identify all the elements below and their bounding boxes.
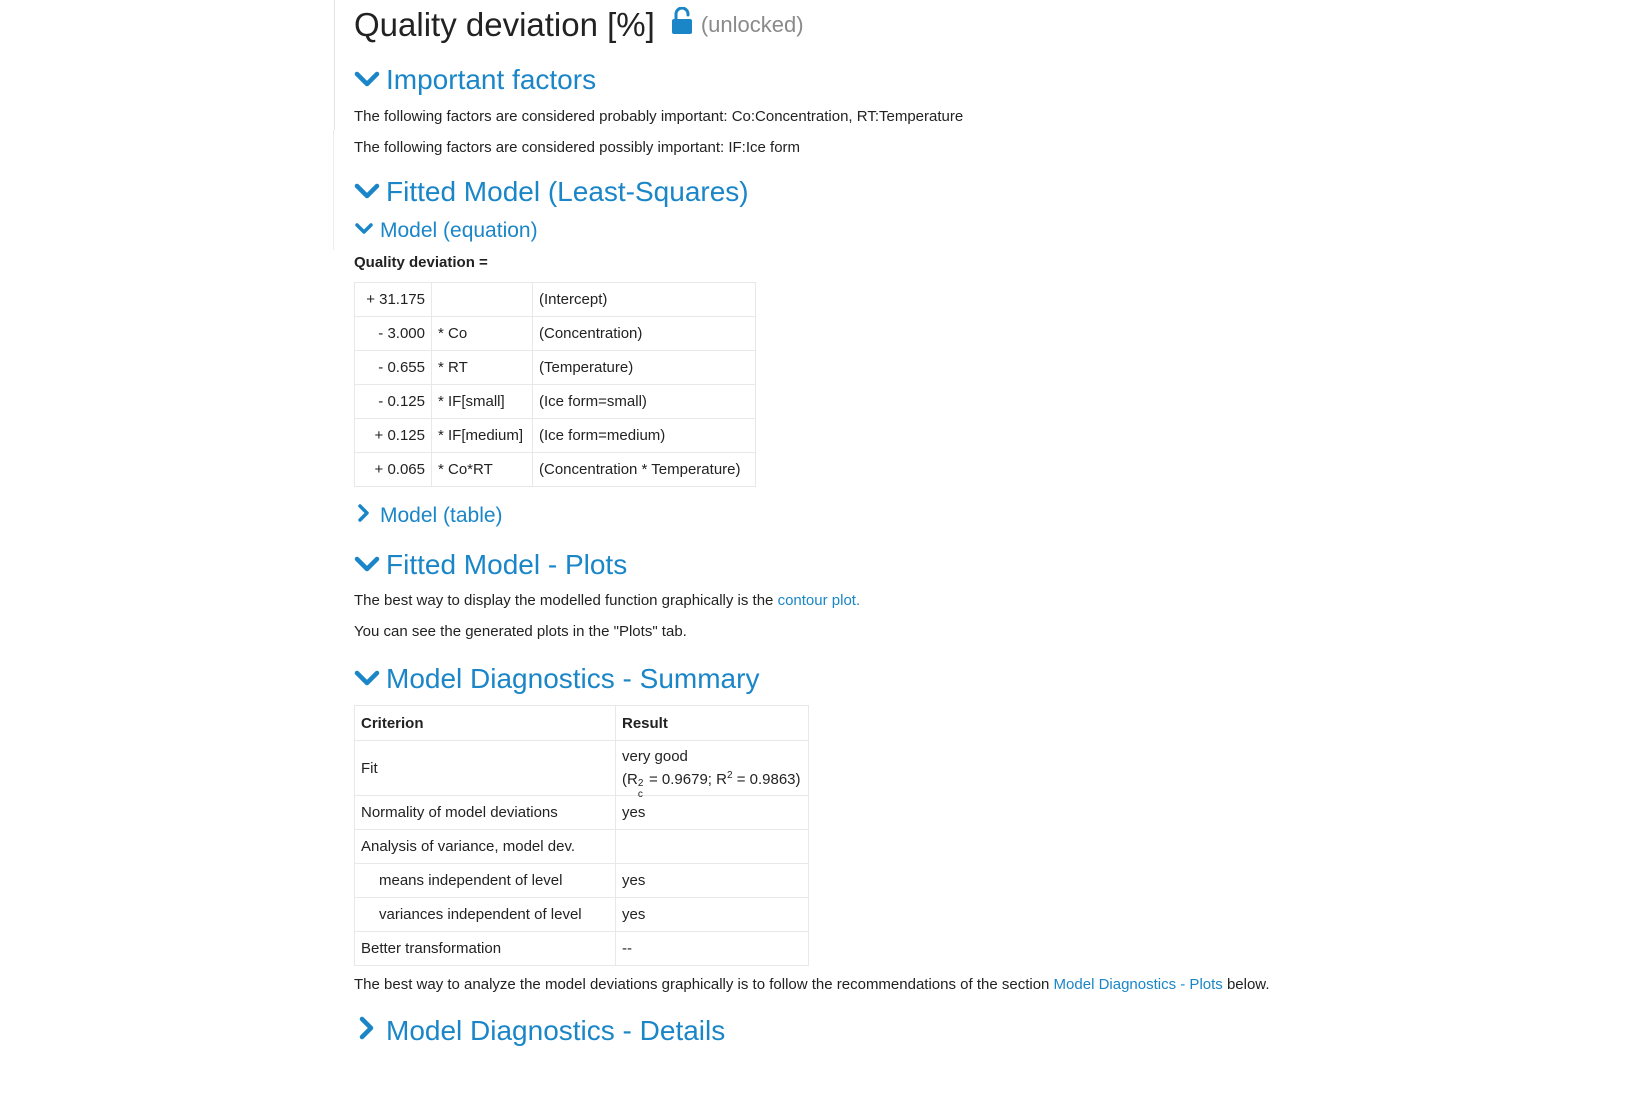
variances-label: variances independent of level: [355, 898, 616, 932]
term-variable: * IF[medium]: [432, 419, 533, 453]
r2c-sub: c: [637, 789, 643, 800]
diagnostics-note: [354, 976, 1634, 993]
page-header: [354, 0, 1634, 50]
plots-text: [354, 592, 1634, 609]
transform-label: Better transformation: [355, 932, 616, 966]
table-header-row: [355, 706, 809, 741]
fit-r2-values: [622, 766, 802, 800]
means-label: means independent of level: [355, 864, 616, 898]
means-result: yes: [616, 864, 809, 898]
section-heading: Fitted Model (Least-Squares): [386, 176, 749, 207]
subsection-heading: Model (equation): [380, 219, 538, 242]
section-important-factors[interactable]: [354, 63, 1634, 97]
possible-factors-text: The following factors are considered possibly important: IF:Ice form: [354, 139, 801, 156]
table-row: [355, 317, 756, 351]
chevron-down-icon: [354, 64, 380, 96]
table-row: [355, 741, 809, 796]
term-description: (Intercept): [533, 283, 756, 317]
chevron-right-icon: [354, 1015, 380, 1047]
chevron-down-icon: [354, 219, 374, 243]
section-model-diagnostics-details[interactable]: [354, 1013, 1634, 1049]
term-variable: * IF[small]: [432, 385, 533, 419]
fit-label: Fit: [355, 741, 616, 796]
term-description: (Concentration * Temperature): [533, 453, 756, 487]
r2c-value: = 0.9679; R: [644, 771, 727, 788]
term-description: (Ice form=medium): [533, 419, 756, 453]
fit-result: [616, 741, 809, 800]
subsection-model-table[interactable]: [354, 502, 1634, 530]
term-variable: * Co: [432, 317, 533, 351]
subsection-model-equation[interactable]: [354, 217, 1634, 245]
normality-result: yes: [616, 796, 809, 830]
table-row: [355, 864, 809, 898]
subsection-heading: Model (table): [380, 504, 503, 527]
term-coefficient: + 31.175: [355, 283, 432, 317]
fit-result-text: very good: [622, 748, 688, 765]
table-row: [355, 932, 809, 966]
term-description: (Concentration): [533, 317, 756, 351]
r2-sup: 2: [726, 770, 733, 781]
page-title: Quality deviation [%]: [354, 6, 655, 43]
plots-tab-text: You can see the generated plots in the "Plots" tab.: [354, 623, 687, 640]
main-content: [354, 0, 1634, 1049]
table-row: [355, 796, 809, 830]
anova-result: [616, 830, 809, 864]
term-variable: [432, 283, 533, 317]
chevron-down-icon: [354, 663, 380, 695]
unlocked-padlock-icon[interactable]: [671, 7, 693, 40]
r2c-prefix: (R: [622, 771, 638, 788]
term-variable: * Co*RT: [432, 453, 533, 487]
transform-result: --: [616, 932, 809, 966]
left-divider: [334, 0, 335, 130]
section-fitted-model[interactable]: [354, 174, 1634, 210]
model-equation-table: [354, 282, 756, 487]
term-description: (Ice form=small): [533, 385, 756, 419]
table-row: [355, 419, 756, 453]
plots-text-pre: The best way to display the modelled function graphically is the: [354, 592, 778, 609]
table-row: [355, 385, 756, 419]
chevron-down-icon: [354, 549, 380, 581]
chevron-down-icon: [354, 176, 380, 208]
r2-value: = 0.9863): [732, 771, 801, 788]
variances-result: yes: [616, 898, 809, 932]
equation-label: Quality deviation =: [354, 254, 488, 271]
table-row: [355, 351, 756, 385]
section-heading: Model Diagnostics - Summary: [386, 663, 760, 694]
term-coefficient: - 0.655: [355, 351, 432, 385]
model-diagnostics-plots-link[interactable]: Model Diagnostics - Plots: [1053, 976, 1223, 993]
probable-factors-text: The following factors are considered probably important: Co:Concentration, RT:Temperature: [354, 108, 964, 125]
anova-label: Analysis of variance, model dev.: [355, 830, 616, 864]
normality-label: Normality of model deviations: [355, 796, 616, 830]
term-variable: * RT: [432, 351, 533, 385]
section-heading: Important factors: [386, 64, 597, 95]
column-header-result: Result: [616, 706, 809, 741]
table-row: [355, 453, 756, 487]
table-row: [355, 830, 809, 864]
diagnostics-note-pre: The best way to analyze the model deviations graphically is to follow the recommendations of the section: [354, 976, 1054, 993]
r2c-sup: 2: [637, 778, 644, 789]
diagnostics-note-post: below.: [1222, 976, 1270, 993]
term-coefficient: - 0.125: [355, 385, 432, 419]
left-divider-lower: [333, 130, 334, 250]
section-heading: Model Diagnostics - Details: [386, 1015, 726, 1046]
section-fitted-model-plots[interactable]: [354, 547, 1634, 583]
column-header-criterion: Criterion: [355, 706, 616, 741]
lock-status: (unlocked): [700, 12, 804, 37]
diagnostics-summary-table: [354, 705, 809, 966]
section-model-diagnostics-summary[interactable]: [354, 661, 1634, 697]
term-coefficient: + 0.125: [355, 419, 432, 453]
section-heading: Fitted Model - Plots: [386, 549, 628, 580]
term-coefficient: + 0.065: [355, 453, 432, 487]
contour-plot-link[interactable]: contour plot.: [777, 592, 861, 609]
chevron-right-icon: [354, 504, 374, 528]
term-coefficient: - 3.000: [355, 317, 432, 351]
term-description: (Temperature): [533, 351, 756, 385]
table-row: [355, 898, 809, 932]
table-row: [355, 283, 756, 317]
